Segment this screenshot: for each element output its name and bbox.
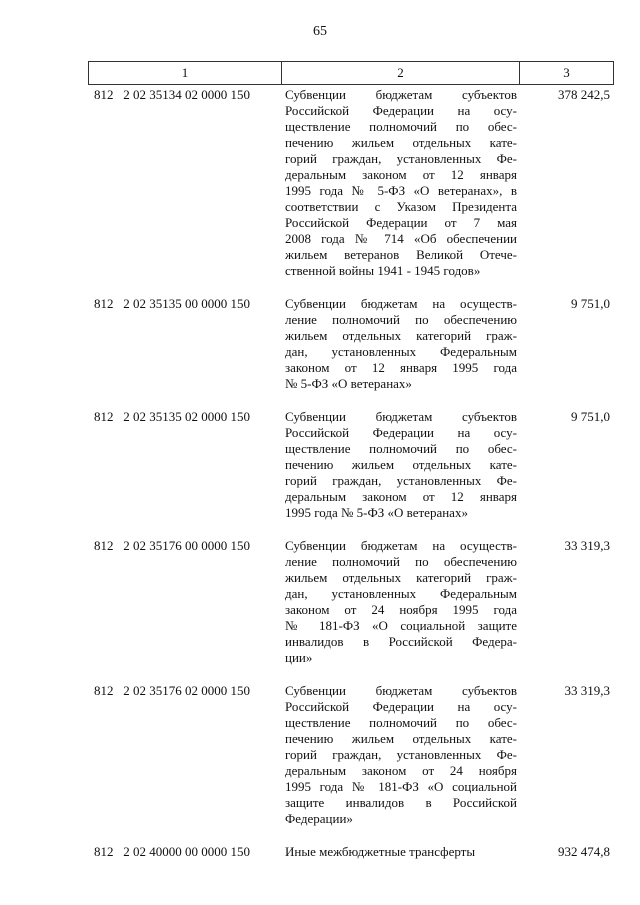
description-line: Российской Федерации на осу- — [285, 103, 517, 118]
description-line: печению жильем отдельных кате- — [285, 135, 517, 150]
description-line: Субвенции бюджетам на осуществ- — [285, 296, 517, 311]
description-line: деральным законом от 12 января — [285, 167, 517, 182]
description-line: Субвенции бюджетам субъектов — [285, 409, 517, 424]
description-line: дан, установленных Федеральным — [285, 344, 517, 359]
description-line: Федерации» — [285, 811, 353, 826]
row-amount: 932 474,8 — [558, 844, 610, 859]
description-line: 1995 года № 181-ФЗ «О социальной — [285, 779, 517, 794]
table-row — [0, 296, 640, 392]
description-line: ции» — [285, 650, 313, 665]
description-line: Субвенции бюджетам субъектов — [285, 683, 517, 698]
description-line: Субвенции бюджетам субъектов — [285, 87, 517, 102]
description-line: Российской Федерации на осу- — [285, 425, 517, 440]
description-line: жильем ветеранов Великой Отече- — [285, 247, 517, 262]
row-code: 812 2 02 40000 00 0000 150 — [94, 844, 250, 859]
row-amount: 9 751,0 — [571, 296, 610, 311]
row-amount: 33 319,3 — [564, 538, 610, 553]
description-line: Субвенции бюджетам на осуществ- — [285, 538, 517, 553]
description-line: Российской Федерации на осу- — [285, 699, 517, 714]
description-line: Иные межбюджетные трансферты — [285, 844, 476, 859]
row-description — [285, 844, 517, 860]
table-header — [88, 61, 614, 85]
description-line: горий граждан, установленных Фе- — [285, 473, 517, 488]
description-line: 2008 года № 714 «Об обеспечении — [285, 231, 517, 246]
table-row — [0, 87, 640, 279]
description-line: 1995 года № 5-ФЗ «О ветеранах», в — [285, 183, 517, 198]
description-line: ственной войны 1941 - 1945 годов» — [285, 263, 481, 278]
header-col-3: 3 — [520, 62, 614, 85]
description-line: жильем отдельных категорий граж- — [285, 328, 517, 343]
row-amount: 9 751,0 — [571, 409, 610, 424]
description-line: ление полномочий по обеспечению — [285, 554, 517, 569]
row-description — [285, 683, 517, 827]
table-row — [0, 409, 640, 521]
row-description — [285, 538, 517, 666]
table-row — [0, 844, 640, 860]
row-description — [285, 87, 517, 279]
table-row — [0, 683, 640, 827]
description-line: печению жильем отдельных кате- — [285, 731, 517, 746]
row-amount: 378 242,5 — [558, 87, 610, 102]
row-code: 812 2 02 35176 00 0000 150 — [94, 538, 250, 553]
page-number: 65 — [313, 24, 327, 39]
description-line: Российской Федерации от 7 мая — [285, 215, 517, 230]
description-line: горий граждан, установленных Фе- — [285, 151, 517, 166]
row-code: 812 2 02 35176 02 0000 150 — [94, 683, 250, 698]
table-row — [0, 538, 640, 666]
row-code: 812 2 02 35134 02 0000 150 — [94, 87, 250, 102]
description-line: горий граждан, установленных Фе- — [285, 747, 517, 762]
description-line: № 5-ФЗ «О ветеранах» — [285, 376, 412, 391]
row-code: 812 2 02 35135 00 0000 150 — [94, 296, 250, 311]
description-line: соответствии с Указом Президента — [285, 199, 517, 214]
description-line: законом от 24 ноября 1995 года — [285, 602, 517, 617]
description-line: ществление полномочий по обес- — [285, 119, 517, 134]
row-description — [285, 409, 517, 521]
description-line: № 181-ФЗ «О социальной защите — [285, 618, 517, 633]
description-line: деральным законом от 24 ноября — [285, 763, 517, 778]
description-line: деральным законом от 12 января — [285, 489, 517, 504]
description-line: ществление полномочий по обес- — [285, 715, 517, 730]
description-line: законом от 12 января 1995 года — [285, 360, 517, 375]
description-line: ление полномочий по обеспечению — [285, 312, 517, 327]
description-line: дан, установленных Федеральным — [285, 586, 517, 601]
description-line: инвалидов в Российской Федера- — [285, 634, 517, 649]
description-line: печению жильем отдельных кате- — [285, 457, 517, 472]
description-line: ществление полномочий по обес- — [285, 441, 517, 456]
header-col-1: 1 — [89, 62, 282, 85]
description-line: жильем отдельных категорий граж- — [285, 570, 517, 585]
row-code: 812 2 02 35135 02 0000 150 — [94, 409, 250, 424]
description-line: 1995 года № 5-ФЗ «О ветеранах» — [285, 505, 468, 520]
description-line: защите инвалидов в Российской — [285, 795, 517, 810]
header-col-2: 2 — [282, 62, 520, 85]
row-amount: 33 319,3 — [564, 683, 610, 698]
row-description — [285, 296, 517, 392]
